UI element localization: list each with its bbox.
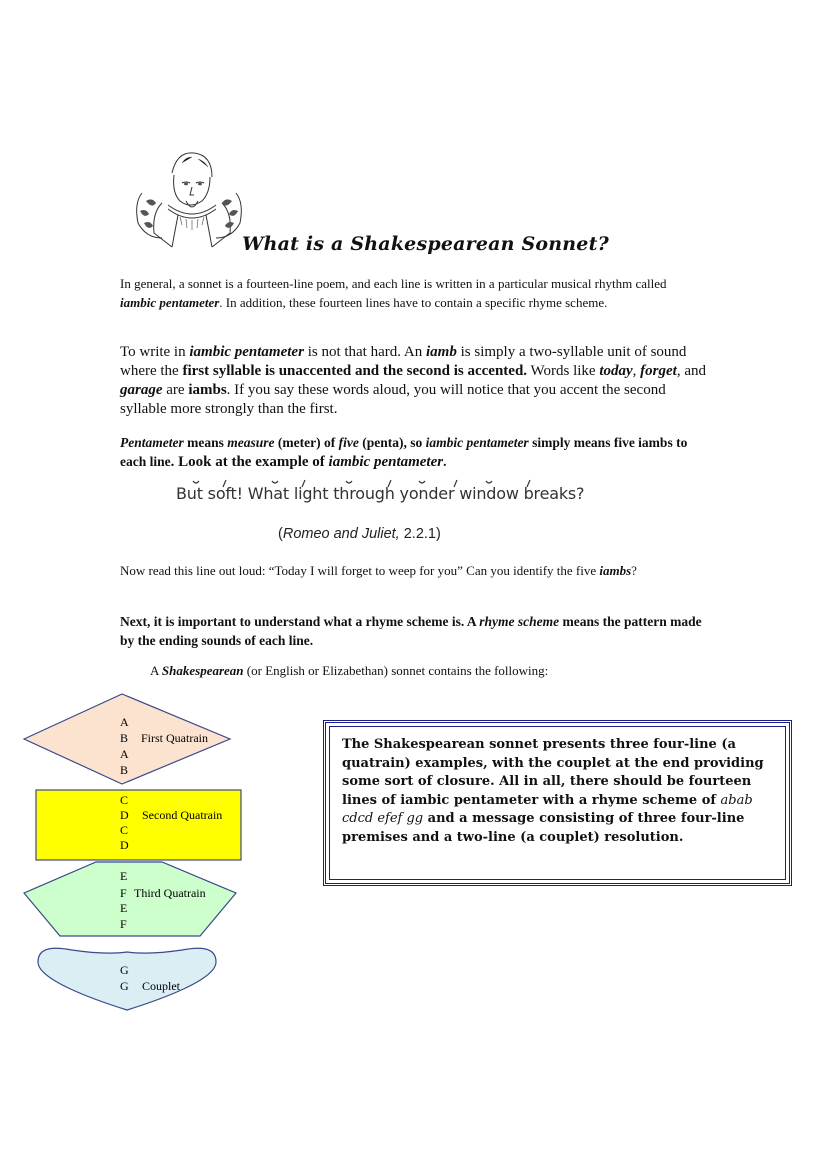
second-quatrain-label: Second Quatrain xyxy=(142,808,223,822)
letter-b2: B xyxy=(120,763,129,777)
letter-e2: E xyxy=(120,901,128,915)
letter-f1: F xyxy=(120,886,127,900)
letter-g1: G xyxy=(120,963,129,977)
letter-b1: B xyxy=(120,731,129,745)
letter-d2: D xyxy=(120,838,129,852)
summary-text: The Shakespearean sonnet presents three four-line (a quatrain) examples, with the couplet at the end providing some sort of closure. All in all, there should be fourteen lines of iambic pentameter with a rhyme scheme of abab cdcd efef gg and a message consisting of three four-line premises and a two-line (a couplet) resolution. xyxy=(342,737,764,845)
iamb-paragraph: To write in iambic pentameter is not that hard. An iamb is simply a two-syllable unit of sound where the first syllable is unaccented and the second is accented. Words like today, forget, and garage are iambs. If you say these words aloud, you will notice that you accent the second syllable more strongly than the first. xyxy=(120,344,706,417)
second-quatrain-rect xyxy=(36,790,241,860)
letter-e1: E xyxy=(120,869,128,883)
rhyme-scheme-diagram xyxy=(0,690,260,1020)
letter-a2: A xyxy=(120,747,129,761)
first-quatrain-label: First Quatrain xyxy=(141,731,208,745)
letter-a1: A xyxy=(120,715,129,729)
third-quatrain-label: Third Quatrain xyxy=(134,886,206,900)
letter-c1: C xyxy=(120,793,129,807)
contains-following-line: A Shakespearean (or English or Elizabethan) sonnet contains the following: xyxy=(150,663,549,678)
couplet-label: Couplet xyxy=(142,979,180,993)
letter-d1: D xyxy=(120,808,129,822)
page-title: What is a Shakespearean Sonnet? xyxy=(242,233,609,255)
stress-marks xyxy=(176,478,556,490)
letter-g2: G xyxy=(120,979,129,993)
exercise-paragraph: Now read this line out loud: “Today I will forget to weep for you” Can you identify the five iambs? xyxy=(120,563,637,578)
verse-citation: (Romeo and Juliet, 2.2.1) xyxy=(278,526,441,542)
letter-c2: C xyxy=(120,823,129,837)
rhyme-scheme-paragraph: Next, it is important to understand what a rhyme scheme is. A rhyme scheme means the pattern made by the ending sounds of each line. xyxy=(120,614,702,648)
letter-f2: F xyxy=(120,917,127,931)
verse-example: But soft! What light through yonder window breaks? xyxy=(176,484,585,503)
pentameter-paragraph: Pentameter means measure (meter) of five (penta), so iambic pentameter simply means five iambs to each line. Look at the example of iambic pentameter. xyxy=(120,435,688,470)
intro-paragraph: In general, a sonnet is a fourteen-line poem, and each line is written in a particular musical rhythm called iambic pentameter. In addition, these fourteen lines have to contain a specific rhyme scheme. xyxy=(120,276,667,310)
